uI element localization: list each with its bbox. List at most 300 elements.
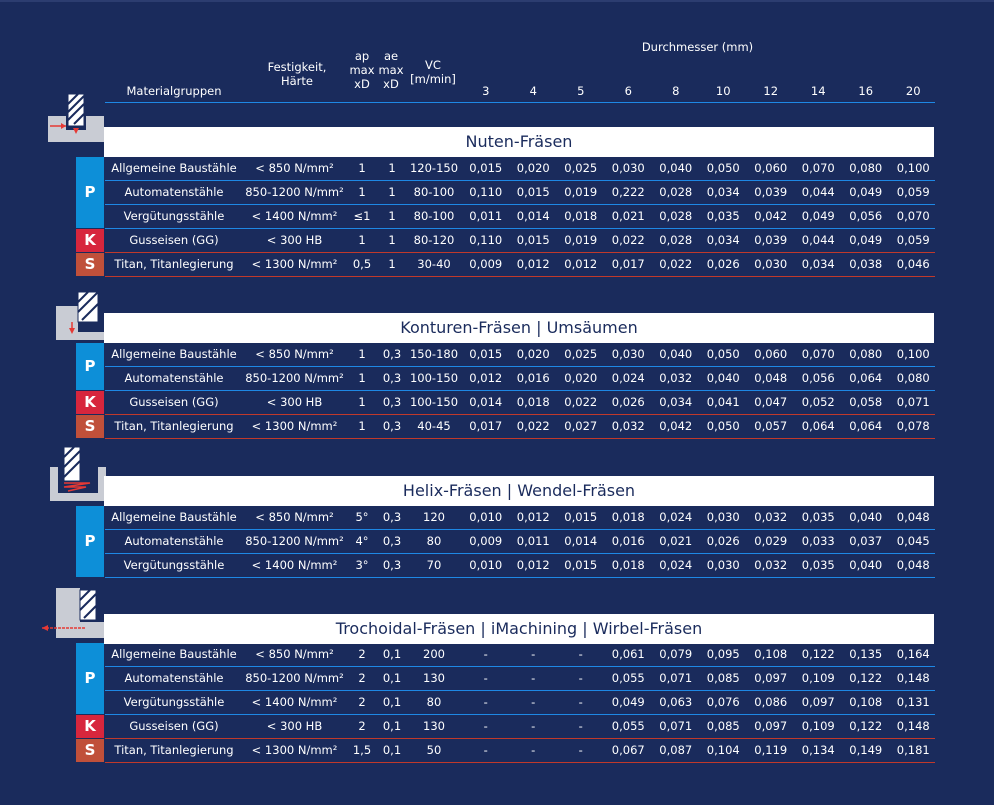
feed-value-d12: 0,030 (754, 257, 788, 271)
feed-value-d14: 0,044 (801, 233, 835, 247)
ae-value: 0,3 (382, 347, 402, 361)
feed-value-d12: 0,048 (754, 371, 788, 385)
helix-milling-icon (50, 447, 106, 507)
feed-value-d4: - (531, 743, 536, 757)
material-name: Automatenstähle (124, 371, 224, 385)
ae-value: 0,3 (382, 534, 402, 548)
table-row (105, 506, 935, 530)
ap-value: 1 (358, 395, 366, 409)
table-row (105, 367, 935, 391)
feed-value-d5: 0,025 (564, 347, 598, 361)
table-row (105, 229, 935, 253)
hardness-value: < 850 N/mm² (255, 347, 334, 361)
feed-value-d4: 0,022 (516, 419, 550, 433)
feed-value-d4: 0,020 (516, 161, 550, 175)
trochoidal-milling-icon (42, 588, 104, 648)
feed-value-d12: 0,029 (754, 534, 788, 548)
ap-value: 1 (358, 233, 366, 247)
header-hardness: Festigkeit, Härte (267, 60, 327, 88)
material-name: Vergütungsstähle (123, 558, 225, 572)
feed-value-d8: 0,042 (659, 419, 693, 433)
ae-value: 0,1 (382, 743, 402, 757)
feed-value-d6: 0,222 (611, 185, 645, 199)
table-row (105, 205, 935, 229)
feed-value-d6: 0,016 (611, 534, 645, 548)
feed-value-d20: 0,164 (896, 647, 930, 661)
ae-value: 0,1 (382, 719, 402, 733)
feed-value-d12: 0,108 (754, 647, 788, 661)
ap-value: 2 (358, 647, 366, 661)
feed-value-d14: 0,109 (801, 719, 835, 733)
feed-value-d3: 0,009 (469, 534, 503, 548)
feed-value-d12: 0,039 (754, 185, 788, 199)
header-diameter-4: 4 (529, 84, 537, 98)
hardness-value: < 300 HB (266, 395, 323, 409)
vc-value: 130 (423, 671, 445, 685)
ae-value: 0,3 (382, 510, 402, 524)
section-title: Nuten-Fräsen (104, 127, 934, 157)
hardness-value: < 850 N/mm² (255, 647, 334, 661)
feed-value-d10: 0,050 (706, 419, 740, 433)
ap-value: 2 (358, 671, 366, 685)
feed-value-d10: 0,085 (706, 671, 740, 685)
feed-value-d20: 0,048 (896, 510, 930, 524)
feed-value-d20: 0,100 (896, 161, 930, 175)
feed-value-d16: 0,122 (849, 719, 883, 733)
table-row (105, 691, 935, 715)
feed-value-d14: 0,049 (801, 209, 835, 223)
ap-value: 1 (358, 347, 366, 361)
feed-value-d5: 0,012 (564, 257, 598, 271)
feed-value-d14: 0,056 (801, 371, 835, 385)
material-name: Allgemeine Baustähle (111, 161, 237, 175)
material-name: Titan, Titanlegierung (114, 419, 234, 433)
feed-value-d5: 0,015 (564, 510, 598, 524)
feed-value-d10: 0,030 (706, 510, 740, 524)
header-diameter-3: 3 (482, 84, 490, 98)
feed-value-d8: 0,087 (659, 743, 693, 757)
feed-value-d10: 0,026 (706, 257, 740, 271)
feed-value-d5: 0,019 (564, 185, 598, 199)
feed-value-d12: 0,060 (754, 347, 788, 361)
hardness-value: < 1400 N/mm² (251, 558, 338, 572)
feed-value-d4: - (531, 695, 536, 709)
hardness-value: < 1400 N/mm² (251, 695, 338, 709)
feed-value-d4: 0,012 (516, 257, 550, 271)
feed-value-d8: 0,024 (659, 558, 693, 572)
feed-value-d3: 0,017 (469, 419, 503, 433)
material-name: Automatenstähle (124, 185, 224, 199)
material-name: Vergütungsstähle (123, 695, 225, 709)
feed-value-d5: 0,027 (564, 419, 598, 433)
vc-value: 120 (423, 510, 445, 524)
ae-value: 1 (388, 185, 396, 199)
feed-value-d10: 0,095 (706, 647, 740, 661)
ae-value: 0,3 (382, 558, 402, 572)
row-divider (105, 438, 935, 439)
feed-value-d4: - (531, 671, 536, 685)
feed-value-d20: 0,071 (896, 395, 930, 409)
ae-value: 1 (388, 257, 396, 271)
feed-value-d10: 0,050 (706, 347, 740, 361)
feed-value-d16: 0,108 (849, 695, 883, 709)
vc-value: 70 (426, 558, 442, 572)
feed-value-d12: 0,039 (754, 233, 788, 247)
feed-value-d3: 0,015 (469, 347, 503, 361)
feed-value-d20: 0,100 (896, 347, 930, 361)
feed-value-d6: 0,024 (611, 371, 645, 385)
feed-value-d20: 0,070 (896, 209, 930, 223)
material-name: Allgemeine Baustähle (111, 347, 237, 361)
material-name: Titan, Titanlegierung (114, 743, 234, 757)
feed-value-d14: 0,064 (801, 419, 835, 433)
hardness-value: < 1300 N/mm² (251, 257, 338, 271)
header-diameter-8: 8 (672, 84, 680, 98)
hardness-value: < 850 N/mm² (255, 510, 334, 524)
material-name: Allgemeine Baustähle (111, 510, 237, 524)
feed-value-d16: 0,049 (849, 185, 883, 199)
feed-value-d6: 0,055 (611, 719, 645, 733)
feed-value-d5: 0,022 (564, 395, 598, 409)
feed-value-d20: 0,046 (896, 257, 930, 271)
feed-value-d5: 0,025 (564, 161, 598, 175)
feed-value-d8: 0,028 (659, 209, 693, 223)
feed-value-d16: 0,058 (849, 395, 883, 409)
feed-value-d6: 0,021 (611, 209, 645, 223)
ap-value: 3° (355, 558, 369, 572)
ap-value: 5° (355, 510, 369, 524)
feed-value-d20: 0,078 (896, 419, 930, 433)
feed-value-d3: - (483, 719, 488, 733)
section-title: Trochoidal-Fräsen | iMachining | Wirbel-Fräsen (104, 614, 934, 644)
vc-value: 130 (423, 719, 445, 733)
feed-value-d3: - (483, 671, 488, 685)
header-material-groups: Materialgruppen (126, 84, 222, 98)
section-title: Helix-Fräsen | Wendel-Fräsen (104, 476, 934, 506)
feed-value-d6: 0,049 (611, 695, 645, 709)
feed-value-d14: 0,035 (801, 510, 835, 524)
feed-value-d3: 0,011 (469, 209, 503, 223)
feed-value-d3: - (483, 743, 488, 757)
feed-value-d6: 0,061 (611, 647, 645, 661)
feed-value-d10: 0,104 (706, 743, 740, 757)
vc-value: 150-180 (409, 347, 459, 361)
hardness-value: 850-1200 N/mm² (245, 534, 344, 548)
feed-value-d10: 0,076 (706, 695, 740, 709)
feed-value-d14: 0,109 (801, 671, 835, 685)
feed-value-d20: 0,131 (896, 695, 930, 709)
table-row (105, 157, 935, 181)
row-divider (105, 276, 935, 277)
top-border (0, 0, 994, 2)
feed-value-d10: 0,034 (706, 185, 740, 199)
feed-value-d8: 0,024 (659, 510, 693, 524)
table-row (105, 667, 935, 691)
feed-value-d12: 0,057 (754, 419, 788, 433)
material-name: Titan, Titanlegierung (114, 257, 234, 271)
material-name: Automatenstähle (124, 534, 224, 548)
feed-value-d20: 0,059 (896, 185, 930, 199)
feed-value-d3: - (483, 647, 488, 661)
ae-value: 0,3 (382, 395, 402, 409)
feed-value-d8: 0,071 (659, 719, 693, 733)
table-row (105, 530, 935, 554)
feed-value-d20: 0,080 (896, 371, 930, 385)
material-badge-s: S (76, 415, 104, 438)
slot-milling-icon (48, 92, 104, 152)
feed-value-d12: 0,086 (754, 695, 788, 709)
feed-value-d12: 0,047 (754, 395, 788, 409)
header-ap: ap max xD (349, 49, 375, 91)
row-divider (105, 762, 935, 763)
material-badge-p: P (76, 157, 104, 228)
feed-value-d6: 0,067 (611, 743, 645, 757)
feed-value-d14: 0,052 (801, 395, 835, 409)
feed-value-d20: 0,059 (896, 233, 930, 247)
feed-value-d16: 0,080 (849, 347, 883, 361)
feed-value-d5: - (578, 719, 583, 733)
table-row (105, 253, 935, 277)
feed-value-d6: 0,030 (611, 347, 645, 361)
feed-value-d20: 0,048 (896, 558, 930, 572)
header-diameter-20: 20 (905, 84, 921, 98)
feed-value-d5: - (578, 671, 583, 685)
feed-value-d14: 0,033 (801, 534, 835, 548)
table-row (105, 343, 935, 367)
feed-value-d14: 0,097 (801, 695, 835, 709)
ap-value: 1 (358, 419, 366, 433)
header-diameter-5: 5 (577, 84, 585, 98)
material-badge-k: K (76, 229, 104, 252)
material-name: Gusseisen (GG) (129, 395, 219, 409)
feed-value-d6: 0,022 (611, 233, 645, 247)
vc-value: 80 (426, 695, 442, 709)
feed-value-d8: 0,040 (659, 161, 693, 175)
feed-value-d14: 0,134 (801, 743, 835, 757)
feed-value-d4: 0,016 (516, 371, 550, 385)
feed-value-d8: 0,071 (659, 671, 693, 685)
feed-value-d4: 0,015 (516, 233, 550, 247)
feed-value-d12: 0,097 (754, 719, 788, 733)
feed-value-d6: 0,018 (611, 558, 645, 572)
feed-value-d8: 0,079 (659, 647, 693, 661)
feed-value-d16: 0,064 (849, 371, 883, 385)
feed-value-d16: 0,122 (849, 671, 883, 685)
hardness-value: < 850 N/mm² (255, 161, 334, 175)
vc-value: 80 (426, 534, 442, 548)
feed-value-d10: 0,085 (706, 719, 740, 733)
feed-value-d5: 0,014 (564, 534, 598, 548)
ae-value: 0,1 (382, 671, 402, 685)
table-row (105, 739, 935, 763)
feed-value-d8: 0,028 (659, 233, 693, 247)
feed-value-d4: 0,015 (516, 185, 550, 199)
feed-value-d5: 0,019 (564, 233, 598, 247)
material-badge-s: S (76, 739, 104, 762)
feed-value-d8: 0,028 (659, 185, 693, 199)
table-row (105, 181, 935, 205)
table-row (105, 391, 935, 415)
ap-value: 1 (358, 161, 366, 175)
feed-value-d16: 0,040 (849, 510, 883, 524)
table-row (105, 554, 935, 578)
feed-value-d5: - (578, 743, 583, 757)
feed-value-d8: 0,021 (659, 534, 693, 548)
material-badge-p: P (76, 506, 104, 577)
feed-value-d10: 0,026 (706, 534, 740, 548)
feed-value-d8: 0,022 (659, 257, 693, 271)
feed-value-d4: 0,011 (516, 534, 550, 548)
ae-value: 0,1 (382, 695, 402, 709)
feed-value-d16: 0,064 (849, 419, 883, 433)
feed-value-d6: 0,055 (611, 671, 645, 685)
feed-value-d12: 0,060 (754, 161, 788, 175)
feed-value-d4: 0,018 (516, 395, 550, 409)
hardness-value: < 1300 N/mm² (251, 743, 338, 757)
ae-value: 1 (388, 233, 396, 247)
feed-value-d3: 0,015 (469, 161, 503, 175)
vc-value: 80-120 (413, 233, 455, 247)
feed-value-d8: 0,063 (659, 695, 693, 709)
contour-milling-icon (56, 292, 106, 346)
vc-value: 80-100 (413, 209, 455, 223)
feed-value-d3: 0,010 (469, 510, 503, 524)
feed-value-d10: 0,041 (706, 395, 740, 409)
feed-value-d20: 0,181 (896, 743, 930, 757)
header-diameter-12: 12 (763, 84, 779, 98)
ap-value: 2 (358, 719, 366, 733)
feed-value-d5: 0,018 (564, 209, 598, 223)
material-badge-k: K (76, 391, 104, 414)
feed-value-d14: 0,044 (801, 185, 835, 199)
hardness-value: < 300 HB (266, 233, 323, 247)
feed-value-d6: 0,017 (611, 257, 645, 271)
feed-value-d10: 0,040 (706, 371, 740, 385)
vc-value: 100-150 (409, 371, 459, 385)
feed-value-d3: 0,110 (469, 185, 503, 199)
ap-value: 1 (358, 371, 366, 385)
ap-value: 4° (355, 534, 369, 548)
table-row (105, 415, 935, 439)
ap-value: 1 (358, 185, 366, 199)
feed-value-d10: 0,030 (706, 558, 740, 572)
material-badge-p: P (76, 343, 104, 390)
ae-value: 0,3 (382, 419, 402, 433)
ap-value: 1,5 (352, 743, 372, 757)
feed-value-d12: 0,032 (754, 558, 788, 572)
hardness-value: 850-1200 N/mm² (245, 371, 344, 385)
feed-value-d4: - (531, 647, 536, 661)
table-row (105, 715, 935, 739)
material-name: Allgemeine Baustähle (111, 647, 237, 661)
feed-value-d8: 0,034 (659, 395, 693, 409)
feed-value-d3: 0,009 (469, 257, 503, 271)
ae-value: 0,1 (382, 647, 402, 661)
feed-value-d20: 0,045 (896, 534, 930, 548)
vc-value: 120-150 (409, 161, 459, 175)
feed-value-d4: - (531, 719, 536, 733)
header-diameter-14: 14 (810, 84, 826, 98)
header-divider (105, 102, 935, 103)
feed-value-d3: 0,010 (469, 558, 503, 572)
material-badge-k: K (76, 715, 104, 738)
feed-value-d6: 0,030 (611, 161, 645, 175)
feed-value-d4: 0,014 (516, 209, 550, 223)
feed-value-d10: 0,034 (706, 233, 740, 247)
header-diameter-10: 10 (715, 84, 731, 98)
ae-value: 1 (388, 161, 396, 175)
feed-value-d6: 0,026 (611, 395, 645, 409)
feed-value-d20: 0,148 (896, 719, 930, 733)
vc-value: 40-45 (417, 419, 451, 433)
feed-value-d14: 0,070 (801, 347, 835, 361)
header-diameter-16: 16 (858, 84, 874, 98)
ap-value: 2 (358, 695, 366, 709)
vc-value: 100-150 (409, 395, 459, 409)
feed-value-d5: - (578, 695, 583, 709)
hardness-value: 850-1200 N/mm² (245, 185, 344, 199)
vc-value: 50 (426, 743, 442, 757)
hardness-value: < 1400 N/mm² (251, 209, 338, 223)
ap-value: 0,5 (352, 257, 372, 271)
ap-value: ≤1 (353, 209, 371, 223)
ae-value: 0,3 (382, 371, 402, 385)
feed-value-d5: 0,015 (564, 558, 598, 572)
feed-value-d14: 0,070 (801, 161, 835, 175)
feed-value-d6: 0,018 (611, 510, 645, 524)
feed-value-d6: 0,032 (611, 419, 645, 433)
feed-value-d16: 0,049 (849, 233, 883, 247)
header-diameter-title: Durchmesser (mm) (641, 40, 754, 54)
material-badge-s: S (76, 253, 104, 276)
feed-value-d3: 0,110 (469, 233, 503, 247)
section-title: Konturen-Fräsen | Umsäumen (104, 313, 934, 343)
vc-value: 80-100 (413, 185, 455, 199)
feed-value-d16: 0,037 (849, 534, 883, 548)
feed-value-d16: 0,038 (849, 257, 883, 271)
feed-value-d8: 0,040 (659, 347, 693, 361)
feed-value-d12: 0,042 (754, 209, 788, 223)
feed-value-d8: 0,032 (659, 371, 693, 385)
header-vc: VC [m/min] (410, 58, 456, 86)
vc-value: 30-40 (417, 257, 451, 271)
feed-value-d10: 0,050 (706, 161, 740, 175)
material-name: Gusseisen (GG) (129, 719, 219, 733)
header-diameter-6: 6 (624, 84, 632, 98)
feed-value-d3: 0,014 (469, 395, 503, 409)
feed-value-d4: 0,012 (516, 510, 550, 524)
feed-value-d14: 0,035 (801, 558, 835, 572)
feed-value-d12: 0,119 (754, 743, 788, 757)
feed-value-d4: 0,020 (516, 347, 550, 361)
feed-value-d3: - (483, 695, 488, 709)
material-name: Gusseisen (GG) (129, 233, 219, 247)
hardness-value: 850-1200 N/mm² (245, 671, 344, 685)
feed-value-d16: 0,135 (849, 647, 883, 661)
feed-value-d16: 0,056 (849, 209, 883, 223)
feed-value-d3: 0,012 (469, 371, 503, 385)
feed-value-d12: 0,097 (754, 671, 788, 685)
feed-value-d16: 0,080 (849, 161, 883, 175)
hardness-value: < 300 HB (266, 719, 323, 733)
feed-value-d5: - (578, 647, 583, 661)
feed-value-d14: 0,034 (801, 257, 835, 271)
feed-value-d10: 0,035 (706, 209, 740, 223)
hardness-value: < 1300 N/mm² (251, 419, 338, 433)
header-ae: ae max xD (378, 49, 404, 91)
table-row (105, 643, 935, 667)
material-name: Automatenstähle (124, 671, 224, 685)
